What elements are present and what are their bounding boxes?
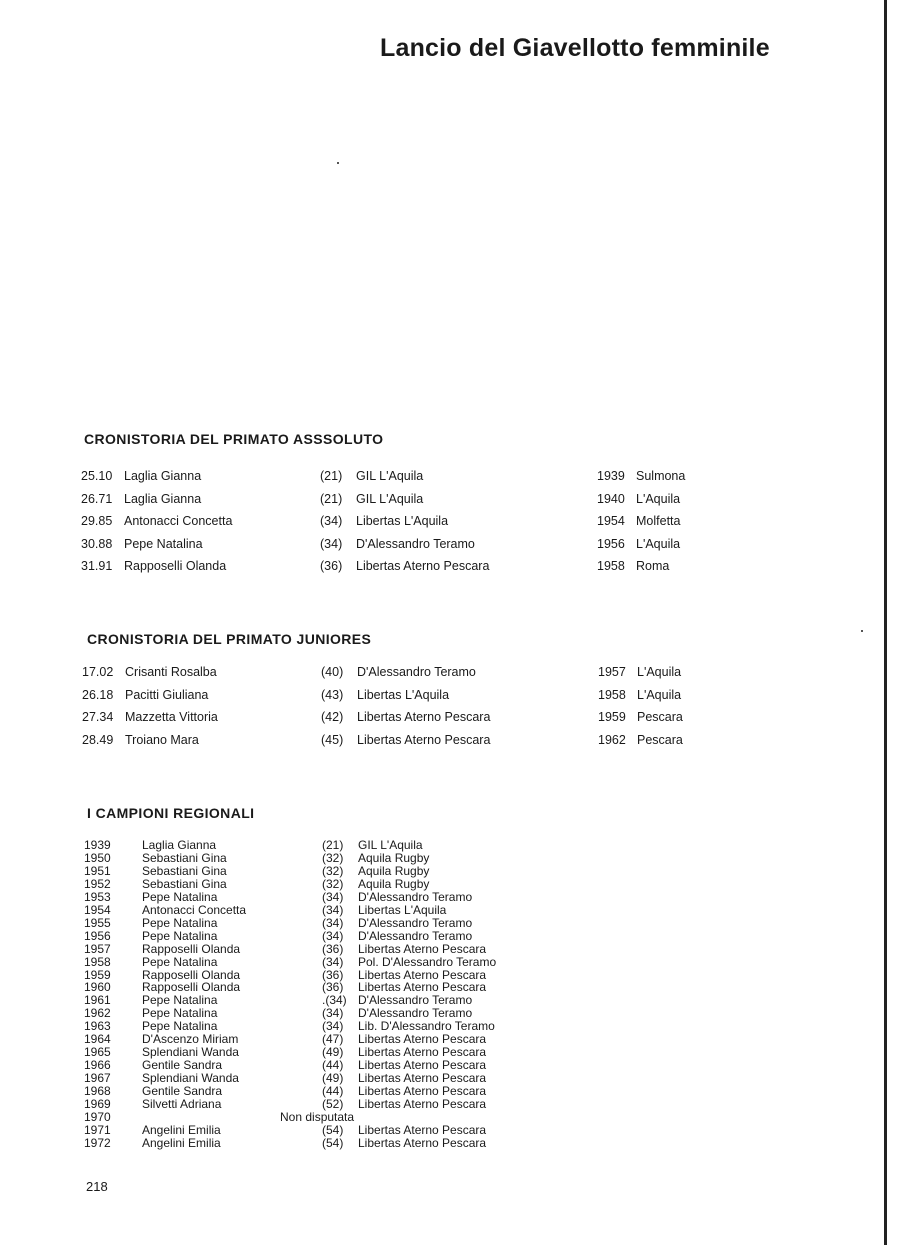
section-heading-juniores: CRONISTORIA DEL PRIMATO JUNIORES [87, 631, 372, 647]
record-value: 28.49 [82, 732, 114, 747]
club-name: D'Alessandro Teramo [358, 928, 473, 943]
birth-year: (44) [322, 1058, 344, 1073]
champion-name: Gentile Sandra [142, 1058, 223, 1073]
birth-year: .(34) [322, 993, 347, 1008]
club-name: Libertas Aterno Pescara [358, 1135, 487, 1150]
birth-year: (21) [322, 838, 344, 852]
record-year: 1962 [598, 732, 626, 747]
club-name: GIL L'Aquila [356, 469, 424, 483]
club-name: GIL L'Aquila [358, 838, 423, 852]
record-place: L'Aquila [636, 491, 681, 506]
champion-year: 1968 [84, 1084, 111, 1099]
birth-year: (21) [320, 469, 343, 483]
birth-year: (49) [322, 1071, 344, 1086]
athlete-name: Pacitti Giuliana [125, 687, 209, 702]
club-name: Libertas Aterno Pescara [358, 1058, 487, 1073]
champion-year: 1964 [84, 1032, 111, 1047]
birth-year: (42) [321, 710, 344, 725]
record-value: 27.34 [82, 710, 114, 725]
club-name: Libertas Aterno Pescara [358, 1097, 487, 1111]
champion-name: Pepe Natalina [142, 1019, 218, 1034]
champion-name: D'Ascenzo Miriam [142, 1032, 239, 1047]
birth-year: (45) [321, 732, 344, 747]
club-name: D'Alessandro Teramo [357, 665, 476, 679]
speck [861, 630, 863, 632]
athlete-name: Laglia Gianna [124, 491, 202, 506]
athlete-name: Rapposelli Olanda [124, 559, 227, 574]
club-name: Libertas L'Aquila [357, 687, 450, 702]
record-value: 26.71 [81, 491, 113, 506]
champion-year: 1951 [84, 863, 111, 878]
club-name: D'Alessandro Teramo [356, 536, 475, 551]
record-year: 1956 [597, 536, 625, 551]
club-name: Libertas Aterno Pescara [358, 967, 487, 982]
record-value: 17.02 [82, 665, 114, 679]
club-name: Aquila Rugby [358, 850, 430, 865]
birth-year: (34) [322, 954, 344, 969]
champion-name: Rapposelli Olanda [142, 980, 241, 995]
club-name: Libertas Aterno Pescara [358, 1032, 487, 1047]
club-name: Aquila Rugby [358, 863, 430, 878]
champion-year: 1939 [84, 838, 111, 852]
birth-year: (34) [320, 536, 343, 551]
club-name: GIL L'Aquila [356, 491, 424, 506]
record-value: 29.85 [81, 514, 113, 529]
champion-name: Pepe Natalina [142, 928, 218, 943]
champion-year: 1960 [84, 980, 111, 995]
section-heading-campioni: I CAMPIONI REGIONALI [87, 805, 255, 821]
club-name: Lib. D'Alessandro Teramo [358, 1019, 495, 1034]
champion-name: Angelini Emilia [142, 1122, 221, 1137]
birth-year: (36) [322, 980, 344, 995]
not-held-note: Non disputata [280, 1109, 355, 1124]
birth-year: (44) [322, 1084, 344, 1099]
champion-name: Pepe Natalina [142, 954, 218, 969]
champion-year: 1967 [84, 1071, 111, 1086]
club-name: Libertas Aterno Pescara [358, 1045, 487, 1060]
club-name: Libertas Aterno Pescara [358, 941, 487, 956]
record-year: 1939 [597, 469, 625, 483]
champion-year: 1958 [84, 954, 111, 969]
record-place: L'Aquila [636, 536, 681, 551]
club-name: D'Alessandro Teramo [358, 1006, 473, 1021]
athlete-name: Mazzetta Vittoria [125, 710, 218, 725]
birth-year: (52) [322, 1097, 344, 1111]
birth-year: (34) [320, 514, 343, 529]
athlete-name: Antonacci Concetta [124, 514, 233, 529]
club-name: Libertas Aterno Pescara [357, 732, 491, 747]
champion-year: 1963 [84, 1019, 111, 1034]
record-year: 1954 [597, 514, 625, 529]
athlete-name: Pepe Natalina [124, 536, 203, 551]
athlete-name: Crisanti Rosalba [125, 665, 217, 679]
club-name: Libertas Aterno Pescara [358, 980, 487, 995]
champion-year: 1965 [84, 1045, 111, 1060]
champion-name: Sebastiani Gina [142, 876, 227, 891]
birth-year: (36) [320, 559, 343, 574]
birth-year: (34) [322, 889, 344, 904]
birth-year: (32) [322, 850, 344, 865]
club-name: Libertas Aterno Pescara [358, 1084, 487, 1099]
champion-name: Gentile Sandra [142, 1084, 223, 1099]
birth-year: (43) [321, 687, 344, 702]
page-title: Lancio del Giavellotto femminile [380, 34, 770, 62]
champion-year: 1957 [84, 941, 111, 956]
champion-year: 1966 [84, 1058, 111, 1073]
club-name: Libertas Aterno Pescara [358, 1071, 487, 1086]
record-place: Pescara [637, 732, 683, 747]
birth-year: (21) [320, 491, 343, 506]
champion-name: Pepe Natalina [142, 915, 218, 930]
champion-year: 1969 [84, 1097, 111, 1111]
champion-name: Splendiani Wanda [142, 1045, 239, 1060]
record-place: Pescara [637, 710, 683, 725]
club-name: D'Alessandro Teramo [358, 993, 473, 1008]
champion-name: Angelini Emilia [142, 1135, 221, 1150]
birth-year: (34) [322, 1006, 344, 1021]
club-name: Libertas Aterno Pescara [357, 710, 491, 725]
record-place: Sulmona [636, 469, 686, 483]
section-heading-assoluto: CRONISTORIA DEL PRIMATO ASSSOLUTO [84, 431, 384, 447]
birth-year: (54) [322, 1122, 344, 1137]
champion-year: 1953 [84, 889, 111, 904]
page-edge-rule [884, 0, 887, 1245]
champion-name: Silvetti Adriana [142, 1097, 222, 1111]
birth-year: (54) [322, 1135, 344, 1150]
champion-year: 1972 [84, 1135, 111, 1150]
birth-year: (34) [322, 915, 344, 930]
club-name: D'Alessandro Teramo [358, 889, 473, 904]
champion-year: 1955 [84, 915, 111, 930]
champion-year: 1956 [84, 928, 111, 943]
birth-year: (34) [322, 902, 344, 917]
champion-name: Laglia Gianna [142, 838, 217, 852]
page-number: 218 [86, 1179, 108, 1194]
birth-year: (36) [322, 967, 344, 982]
record-value: 30.88 [81, 536, 113, 551]
record-place: L'Aquila [637, 665, 682, 679]
birth-year: (47) [322, 1032, 344, 1047]
club-name: Libertas Aterno Pescara [358, 1122, 487, 1137]
champion-year: 1962 [84, 1006, 111, 1021]
birth-year: (40) [321, 665, 344, 679]
champion-name: Splendiani Wanda [142, 1071, 239, 1086]
champion-year: 1952 [84, 876, 111, 891]
athlete-name: Troiano Mara [125, 732, 199, 747]
champion-name: Sebastiani Gina [142, 850, 227, 865]
club-name: D'Alessandro Teramo [358, 915, 473, 930]
record-year: 1959 [598, 710, 626, 725]
record-place: Molfetta [636, 514, 681, 529]
club-name: Libertas L'Aquila [356, 514, 449, 529]
champion-name: Sebastiani Gina [142, 863, 227, 878]
champion-year: 1954 [84, 902, 111, 917]
record-value: 26.18 [82, 687, 114, 702]
athlete-name: Laglia Gianna [124, 469, 202, 483]
champion-name: Antonacci Concetta [142, 902, 247, 917]
record-year: 1957 [598, 665, 626, 679]
club-name: Libertas L'Aquila [358, 902, 447, 917]
champion-name: Rapposelli Olanda [142, 941, 241, 956]
record-year: 1958 [597, 559, 625, 574]
champion-year: 1959 [84, 967, 111, 982]
birth-year: (49) [322, 1045, 344, 1060]
club-name: Pol. D'Alessandro Teramo [358, 954, 497, 969]
record-year: 1940 [597, 491, 625, 506]
champion-year: 1950 [84, 850, 111, 865]
champion-name: Pepe Natalina [142, 1006, 218, 1021]
record-place: L'Aquila [637, 687, 682, 702]
champion-year: 1961 [84, 993, 111, 1008]
birth-year: (36) [322, 941, 344, 956]
club-name: Libertas Aterno Pescara [356, 559, 490, 574]
birth-year: (32) [322, 876, 344, 891]
birth-year: (34) [322, 928, 344, 943]
birth-year: (32) [322, 863, 344, 878]
champion-year: 1971 [84, 1122, 111, 1137]
record-value: 25.10 [81, 469, 113, 483]
record-value: 31.91 [81, 559, 113, 574]
record-year: 1958 [598, 687, 626, 702]
birth-year: (34) [322, 1019, 344, 1034]
champion-name: Pepe Natalina [142, 993, 218, 1008]
club-name: Aquila Rugby [358, 876, 430, 891]
speck [337, 162, 339, 164]
champion-name: Pepe Natalina [142, 889, 218, 904]
record-place: Roma [636, 559, 670, 574]
champion-name: Rapposelli Olanda [142, 967, 241, 982]
champion-year: 1970 [84, 1109, 111, 1124]
